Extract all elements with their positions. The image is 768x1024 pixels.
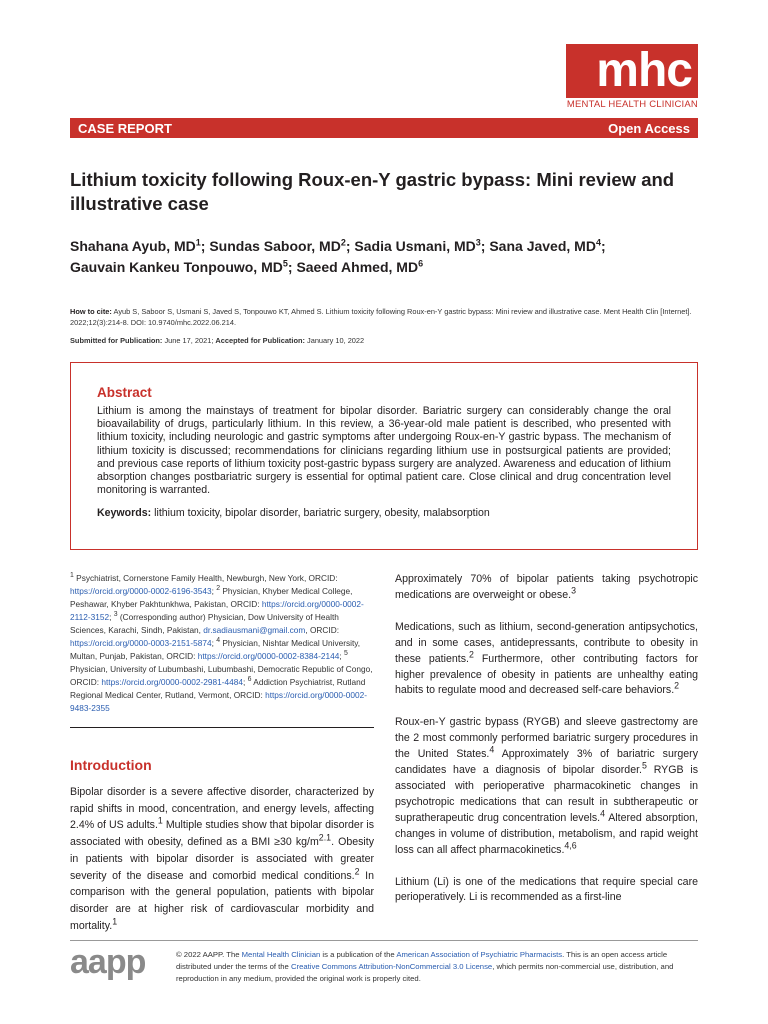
footer-divider bbox=[70, 940, 698, 941]
orcid-link[interactable]: https://orcid.org/0000-0002-9483-2355 bbox=[70, 690, 368, 713]
author: Shahana Ayub, $MD^1$; bbox=[70, 237, 210, 254]
author: Sadia Usmani, $MD^3$; bbox=[354, 237, 490, 254]
license-footer: © 2022 AAPP. The Mental Health Clinician is a publication of the American Association of Psychiatric Pharmacists. This is an open access article distributed under the terms of the Creative Commons Attribution-NonCommercial 3.0 License, which permits non-commercial use, distribution, and reproduction in any medium, provided the original work is properly cited. bbox=[176, 950, 674, 983]
article-type-label: CASE REPORT bbox=[78, 120, 172, 136]
paragraph: Lithium (Li) is one of the medications that require special care perioperatively. Li is recommended as a first-line bbox=[395, 875, 698, 904]
keywords: Keywords: lithium toxicity, bipolar disorder, bariatric surgery, obesity, malabsorption bbox=[97, 507, 490, 520]
orcid-link[interactable]: https://orcid.org/0000-0002-6196-3543 bbox=[70, 586, 212, 596]
article-title: Lithium toxicity following Roux-en-Y gastric bypass: Mini review and illustrative case bbox=[70, 169, 675, 214]
orcid-link[interactable]: https://orcid.org/0000-0002-2981-4484 bbox=[101, 677, 243, 687]
open-access-label: Open Access bbox=[608, 120, 690, 136]
footnote-divider bbox=[70, 727, 374, 728]
affiliation-footnotes: $^1$ Psychiatrist, Cornerstone Family Health, Newburgh, New York, ORCID: https://orcid.org/0000-0002-6196-3543; $^2$ Physician, Khyber Medical College, Peshawar, Khyber Pakhtunkhwa, Pakistan, ORCID: https://orcid.org/0000-0002-2112-3152; $^3$ (Corresponding author) Physician, Dow University of Health Sciences, Karachi, Sindh, Pakistan, dr.sadiausmani@gmail.com, ORCID: https://orcid.org/0000-0003-2151-5874; $^4$ Physician, Nishtar Medical University, Multan, Punjab, Pakistan, ORCID: https://orcid.org/0000-0002-8384-2144; $^5$ Physician, University of Lubumbashi, Lubumbashi, Democratic Republic of Congo, ORCID: https://orcid.org/0000-0002-2981-4484; $^6$ Addiction Psychiatrist, Rutland Regional Medical Center, Rutland, Vermont, ORCID: https://orcid.org/0000-0002-9483-2355 bbox=[70, 572, 373, 713]
abstract-box bbox=[70, 362, 698, 550]
association-link[interactable]: American Association of Psychiatric Pharmacists bbox=[396, 950, 563, 959]
introduction-text: Bipolar disorder is a severe affective disorder, characterized by rapid shifts in mood, concentration, and energy levels, affecting 2.4% of US adults.$^1$ Multiple studies show that bipolar disorder is associated with obesity, defined as a BMI ≥30 $kg/m^{2.1}$. Obesity in patients with bipolar disorder is associated with greater severity of the disease and comorbid medical conditions.$^2$ In comparison with the general population, patients with bipolar disorder are at higher risk of cardiovascular morbidity and mortality.$^1$ bbox=[70, 786, 374, 932]
orcid-link[interactable]: https://orcid.org/0000-0002-8384-2144 bbox=[197, 651, 340, 661]
paragraph: Roux-en-Y gastric bypass (RYGB) and sleeve gastrectomy are the 2 most commonly performed bariatric surgery procedures in the United States.$^4$ Approximately 3% of bariatric surgery candidates have a diagnosis of bipolar disorder.$^5$ RYGB is associated with perioperative pharmacokinetic changes in psychotropic medications that can result in subtherapeutic or supratherapeutic drug concentration levels.$^4$ Altered absorption, changes in volume of distribution, metabolism, and rapid weight loss can all affect pharmacokinetics.$^{4,6}$ bbox=[395, 716, 699, 856]
orcid-link[interactable]: https://orcid.org/0000-0002-2112-3152 bbox=[70, 599, 364, 622]
journal-link[interactable]: Mental Health Clinician bbox=[241, 950, 321, 959]
aapp-logo: aapp bbox=[70, 943, 146, 981]
email-link[interactable]: dr.sadiausmani@gmail.com bbox=[203, 625, 306, 635]
introduction-heading: Introduction bbox=[70, 757, 152, 773]
author: Sana Javed, $MD^4$; bbox=[489, 237, 606, 254]
license-link[interactable]: Creative Commons Attribution-NonCommercial 3.0 License bbox=[290, 961, 493, 971]
how-to-cite: How to cite: Ayub S, Saboor S, Usmani S, Javed S, Tonpouwo KT, Ahmed S. Lithium toxicity following Roux-en-Y gastric bypass: Mini review and illustrative case. Ment Health Clin [Internet]. 2022;12(3):214-8. DOI: 10.9740/mhc.2022.06.214. bbox=[70, 307, 692, 327]
journal-logo: mhc bbox=[566, 44, 698, 98]
abstract-heading: Abstract bbox=[97, 385, 152, 400]
author: Gauvain Kankeu Tonpouwo, $MD^5$; bbox=[70, 258, 297, 275]
author: Saeed Ahmed, $MD^6$ bbox=[296, 258, 424, 275]
paragraph: Medications, such as lithium, second-generation antipsychotics, and in some cases, antidepressants, contribute to obesity in these patients.$^2$ Furthermore, other contributing factors for higher prevalence of obesity in patients are unhealthy eating habits to regulate mood and decreased self-care behaviors.$^2$ bbox=[395, 620, 699, 697]
paragraph: Approximately 70% of bipolar patients taking psychotropic medications are overweight or obese.$^3$ bbox=[395, 573, 698, 601]
right-column-text bbox=[395, 572, 698, 922]
orcid-link[interactable]: https://orcid.org/0000-0003-2151-5874 bbox=[70, 638, 212, 648]
journal-tagline: MENTAL HEALTH CLINICIAN bbox=[566, 99, 698, 110]
publication-dates: Submitted for Publication: June 17, 2021; Accepted for Publication: January 10, 2022 bbox=[70, 336, 365, 345]
author-list bbox=[70, 236, 698, 278]
author: Sundas Saboor, $MD^2$; bbox=[209, 237, 355, 254]
abstract-text: Lithium is among the mainstays of treatment for bipolar disorder. Bariatric surgery can considerably change the oral bioavailability of drugs, particularly lithium. In this review, a 36-year-old male patient is described, who presented with lithium toxicity, including neurologic and gastric symptoms after undergoing Roux-en-Y gastric bypass. The mechanism of lithium toxicity is discussed; recommendations for clinicians regarding lithium use in postsurgical patients are provided; and previous case reports of lithium toxicity post-gastric bypass surgery are analyzed. Awareness and education of lithium absorption changes postbariatric surgery is essential for optimal patient care. Close clinical and drug concentration level monitoring is warranted. bbox=[97, 405, 671, 497]
article-type-bar bbox=[70, 118, 698, 138]
